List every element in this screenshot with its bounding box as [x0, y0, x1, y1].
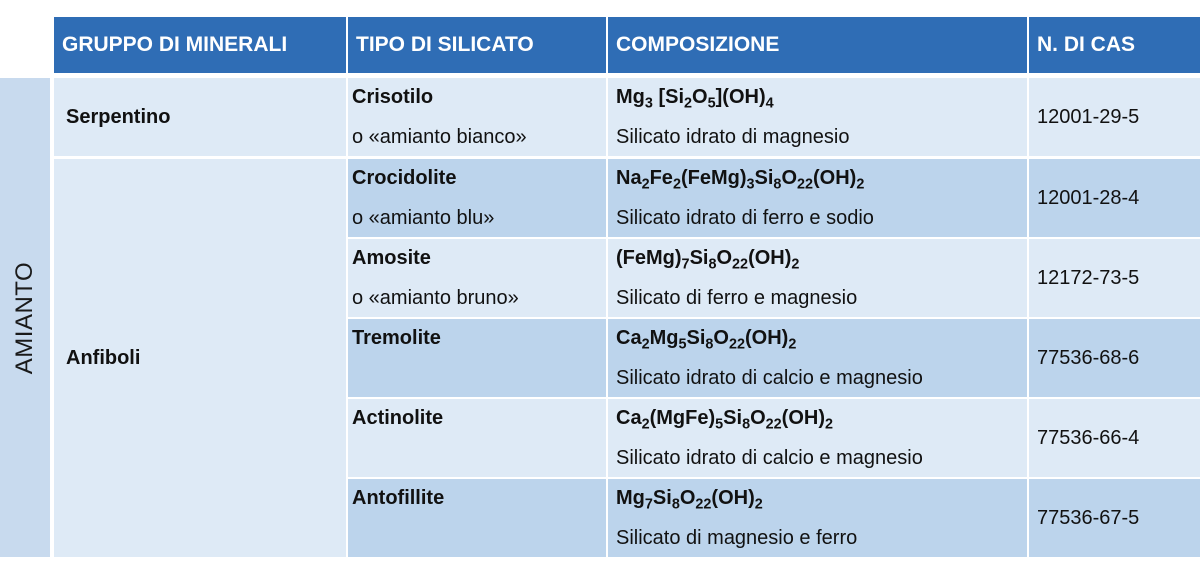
cas-number: 12172-73-5 — [1029, 239, 1200, 317]
cas-number: 77536-66-4 — [1029, 399, 1200, 477]
chemical-formula: $Na_2Fe_2(FeMg)_3Si_8O_{22}(OH)_2$ — [616, 167, 865, 193]
mineral-name: Antofillite — [352, 487, 445, 509]
cas-number: 77536-67-5 — [1029, 479, 1200, 557]
side-label — [0, 78, 50, 557]
composition-description: Silicato idrato di calcio e magnesio — [616, 367, 923, 389]
header-composition: COMPOSIZIONE — [608, 17, 1027, 73]
mineral-name: Actinolite — [352, 407, 444, 429]
table-row-type — [348, 239, 606, 317]
table-row-type — [348, 399, 606, 477]
table-row-composition — [608, 319, 1027, 397]
chemical-formula: $Ca_2(MgFe)_5Si_8O_{22}(OH)_2$ — [616, 407, 833, 433]
header-cas: N. DI CAS — [1029, 17, 1200, 73]
composition-description: Silicato idrato di calcio e magnesio — [616, 447, 923, 469]
table-row-composition — [608, 239, 1027, 317]
chemical-formula: $(FeMg)_7Si_8O_{22}(OH)_2$ — [616, 247, 800, 273]
mineral-alias: o «amianto bruno» — [352, 287, 519, 309]
table-row-type — [348, 159, 606, 237]
chemical-formula: $Mg_3$ $[Si_2O_5](OH)_4$ — [616, 86, 774, 112]
table-row-composition — [608, 399, 1027, 477]
table-row-composition — [608, 159, 1027, 237]
group-serpentino: Serpentino — [54, 78, 346, 156]
cas-number: 12001-29-5 — [1029, 78, 1200, 156]
header-group: GRUPPO DI MINERALI — [54, 17, 346, 73]
header-type: TIPO DI SILICATO — [348, 17, 606, 73]
table-row-type — [348, 319, 606, 397]
cas-number: 12001-28-4 — [1029, 159, 1200, 237]
table-row-type — [348, 78, 606, 156]
table-row-composition — [608, 78, 1027, 156]
table-row-type — [348, 479, 606, 557]
group-anfiboli: Anfiboli — [54, 159, 346, 557]
table-row-composition — [608, 479, 1027, 557]
mineral-name: Tremolite — [352, 327, 441, 349]
composition-description: Silicato idrato di magnesio — [616, 126, 850, 148]
cas-number: 77536-68-6 — [1029, 319, 1200, 397]
side-label-text: AMIANTO — [11, 261, 38, 374]
composition-description: Silicato idrato di ferro e sodio — [616, 207, 874, 229]
chemical-formula: $Mg_7Si_8O_{22}(OH)_2$ — [616, 487, 763, 513]
composition-description: Silicato di ferro e magnesio — [616, 287, 858, 309]
mineral-name: Crisotilo — [352, 86, 434, 108]
mineral-alias: o «amianto bianco» — [352, 126, 527, 148]
mineral-alias: o «amianto blu» — [352, 207, 495, 229]
chemical-formula: $Ca_2Mg_5Si_8O_{22}(OH)_2$ — [616, 327, 797, 353]
mineral-name: Amosite — [352, 247, 431, 269]
mineral-name: Crocidolite — [352, 167, 457, 189]
composition-description: Silicato di magnesio e ferro — [616, 527, 858, 549]
